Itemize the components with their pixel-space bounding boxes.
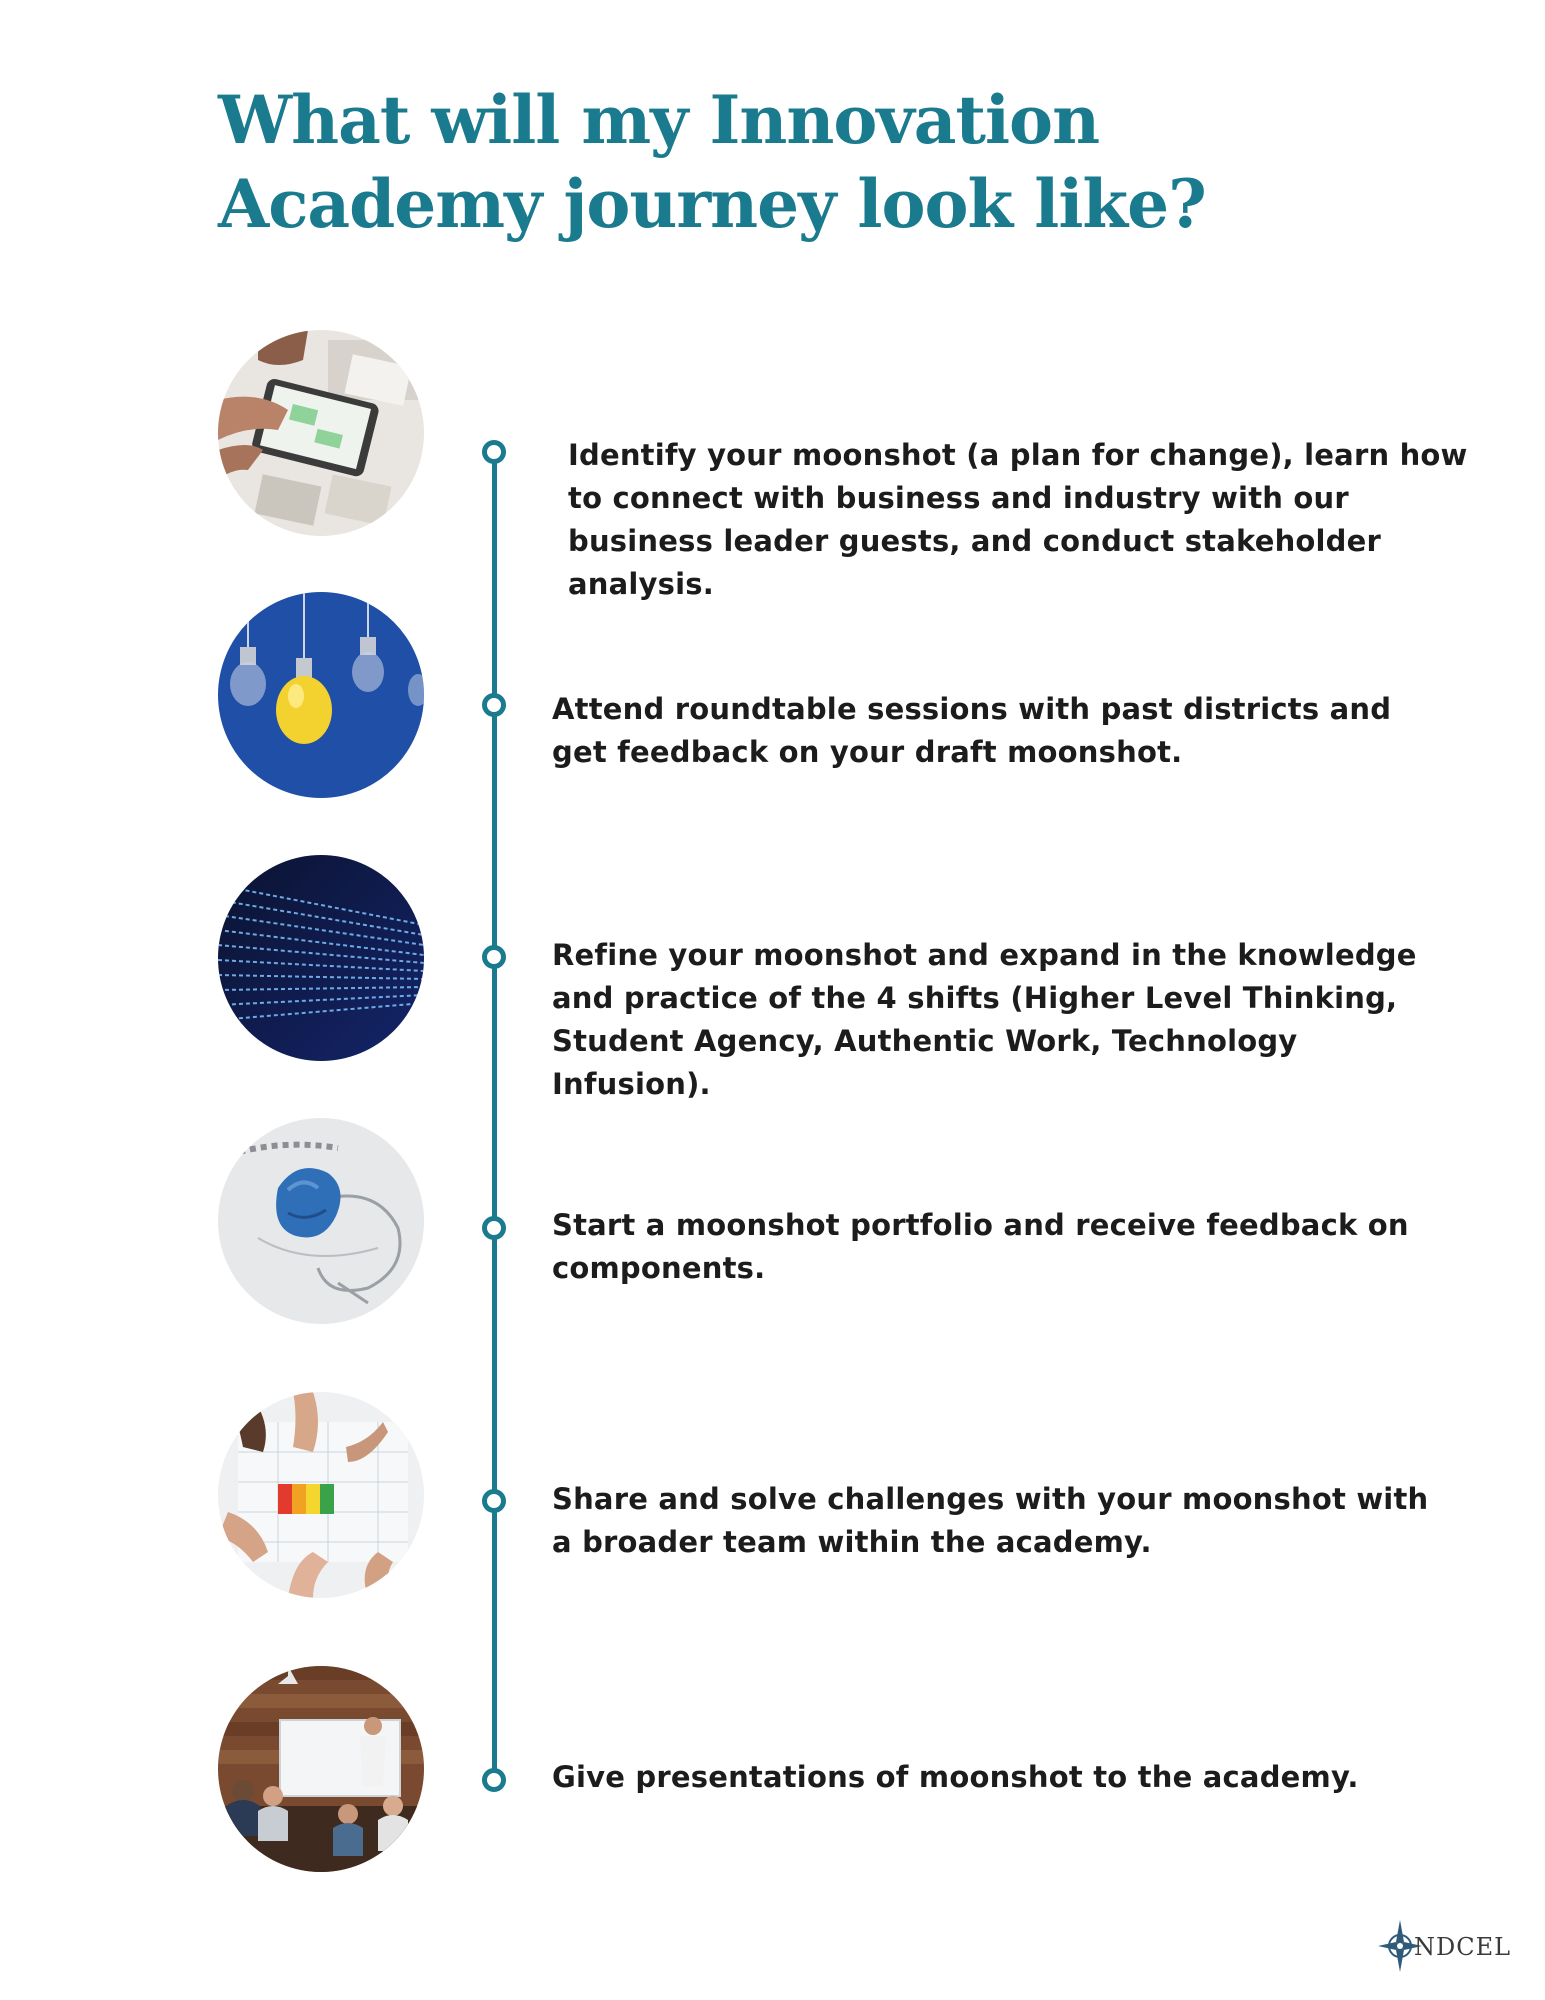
step-2-node bbox=[482, 693, 506, 717]
step-4-node bbox=[482, 1216, 506, 1240]
step-5-image bbox=[218, 1392, 424, 1598]
step-1-text: Identify your moonshot (a plan for change), learn how to connect with business and industry with our business leader guests, and conduct stakeholder analysis. bbox=[568, 438, 1468, 601]
step-3-image bbox=[218, 855, 424, 1061]
step-5-node bbox=[482, 1489, 506, 1513]
logo-text: NDCEL bbox=[1414, 1933, 1512, 1961]
step-2-image bbox=[218, 592, 424, 798]
timeline-line bbox=[492, 448, 497, 1770]
step-3-text: Refine your moonshot and expand in the knowledge and practice of the 4 shifts (Higher Level Thinking, Student Agency, Authentic Work, Technology Infusion). bbox=[552, 938, 1417, 1101]
step-3-node bbox=[482, 945, 506, 969]
step-4-text: Start a moonshot portfolio and receive feedback on components. bbox=[552, 1208, 1409, 1285]
step-1-image bbox=[218, 330, 424, 536]
step-4-image bbox=[218, 1118, 424, 1324]
step-5-text: Share and solve challenges with your moonshot with a broader team within the academy. bbox=[552, 1482, 1429, 1559]
step-1-node bbox=[482, 440, 506, 464]
step-6-node bbox=[482, 1768, 506, 1792]
step-6-text: Give presentations of moonshot to the academy. bbox=[552, 1760, 1359, 1794]
step-2-text: Attend roundtable sessions with past districts and get feedback on your draft moonshot. bbox=[552, 692, 1392, 769]
ndcel-logo bbox=[1378, 1918, 1528, 1974]
step-6-image bbox=[218, 1666, 424, 1872]
page-title: What will my Innovation Academy journey look like? bbox=[218, 81, 1206, 243]
